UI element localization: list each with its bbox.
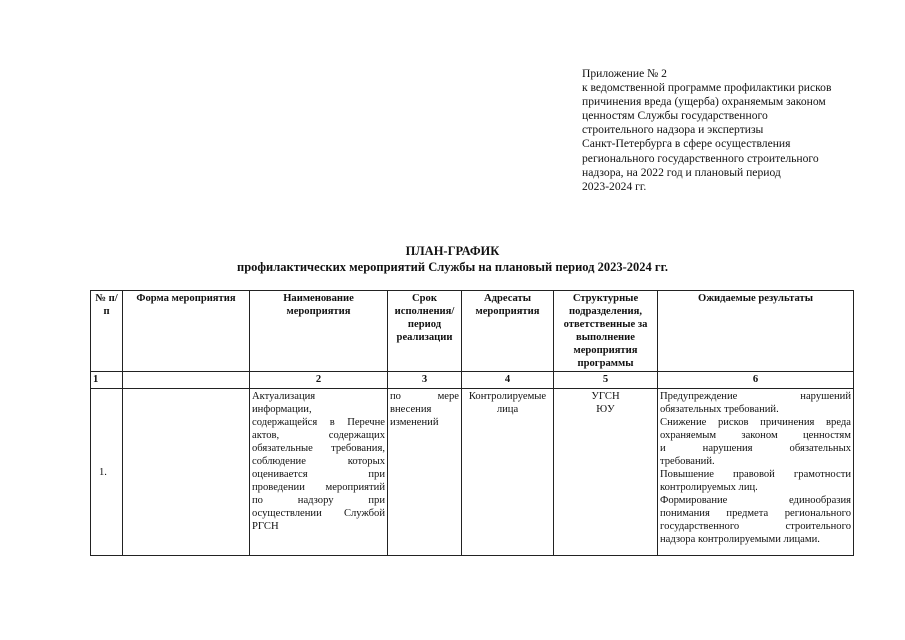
row-results-line: Повышение правовой грамотности [660,469,851,480]
appendix-line: ценностям Службы государственного [582,109,768,123]
row-results-line: и нарушения обязательных [660,443,851,454]
row-name-line: проведении мероприятий [252,482,385,493]
row-name [250,389,388,556]
row-department: ЮУ [596,404,615,415]
column-number: 6 [658,372,854,389]
row-department: УГСН [591,391,620,402]
row-deadline-line: внесения [390,404,432,415]
row-results-line: государственного строительного [660,521,851,532]
plan-table [90,290,854,556]
row-name-line: соблюдение которых [252,456,385,467]
row-name-line: обязательные требования, [252,443,385,454]
row-results [658,389,854,556]
row-results-line: Снижение рисков причинения вреда [660,417,851,428]
appendix-line: причинения вреда (ущерба) охраняемым законом [582,95,826,109]
column-number-row [91,372,854,389]
row-results-line: понимания предмета регионального [660,508,851,519]
row-name-line: актов, содержащих [252,430,385,441]
row-deadline-line: изменений [390,417,439,428]
header-results: Ожидаемые результаты [658,291,854,372]
column-number: 5 [554,372,658,389]
column-number: 2 [250,372,388,389]
header-addressees: Адресаты мероприятия [462,291,554,372]
header-name: Наименование мероприятия [250,291,388,372]
row-addressees: Контролируемые лица [462,389,554,556]
row-name-line: РГСН [252,521,279,532]
header-num: № п/п [91,291,123,372]
column-number: 3 [388,372,462,389]
column-number [123,372,250,389]
appendix-line: Санкт-Петербурга в сфере осуществления [582,137,791,151]
appendix-line: регионального государственного строительного [582,151,819,165]
row-results-line: обязательных требований. [660,404,779,415]
row-results-line: охраняемым законом ценностям [660,430,851,441]
row-name-line: оценивается при [252,469,385,480]
row-deadline-line: по мере [390,391,459,402]
appendix-block [582,67,882,194]
header-deadline: Срок исполнения/ период реализации [388,291,462,372]
row-name-line: содержащейся в Перечне [252,417,385,428]
row-departments [554,389,658,556]
row-form [123,389,250,556]
appendix-line: надзора, на 2022 год и плановый период [582,165,781,179]
appendix-line: к ведомственной программе профилактики рисков [582,81,832,95]
row-results-line: надзора контролируемыми лицами. [660,534,820,545]
document-title: ПЛАН-ГРАФИК [405,244,500,258]
row-results-line: Предупреждение нарушений [660,391,851,402]
appendix-line: 2023-2024 гг. [582,179,647,193]
header-departments: Структурные подразделения, ответственные за выполнение мероприятия программы [554,291,658,372]
row-results-line: требований. [660,456,715,467]
document-subtitle: профилактических мероприятий Службы на плановый период 2023-2024 гг. [237,260,668,274]
row-results-line: контролируемых лиц. [660,482,758,493]
row-results-line: Формирование единообразия [660,495,851,506]
row-num: 1. [91,389,123,556]
table-row [91,389,854,556]
row-deadline [388,389,462,556]
header-form: Форма мероприятия [123,291,250,372]
column-number: 1 [91,372,123,389]
appendix-line: строительного надзора и экспертизы [582,123,764,137]
table-header-row [91,291,854,372]
appendix-line: Приложение № 2 [582,67,667,80]
column-number: 4 [462,372,554,389]
row-name-line: Актуализация [252,391,316,402]
row-name-line: по надзору при [252,495,385,506]
row-name-line: информации, [252,404,312,415]
row-name-line: осуществлении Службой [252,508,385,519]
